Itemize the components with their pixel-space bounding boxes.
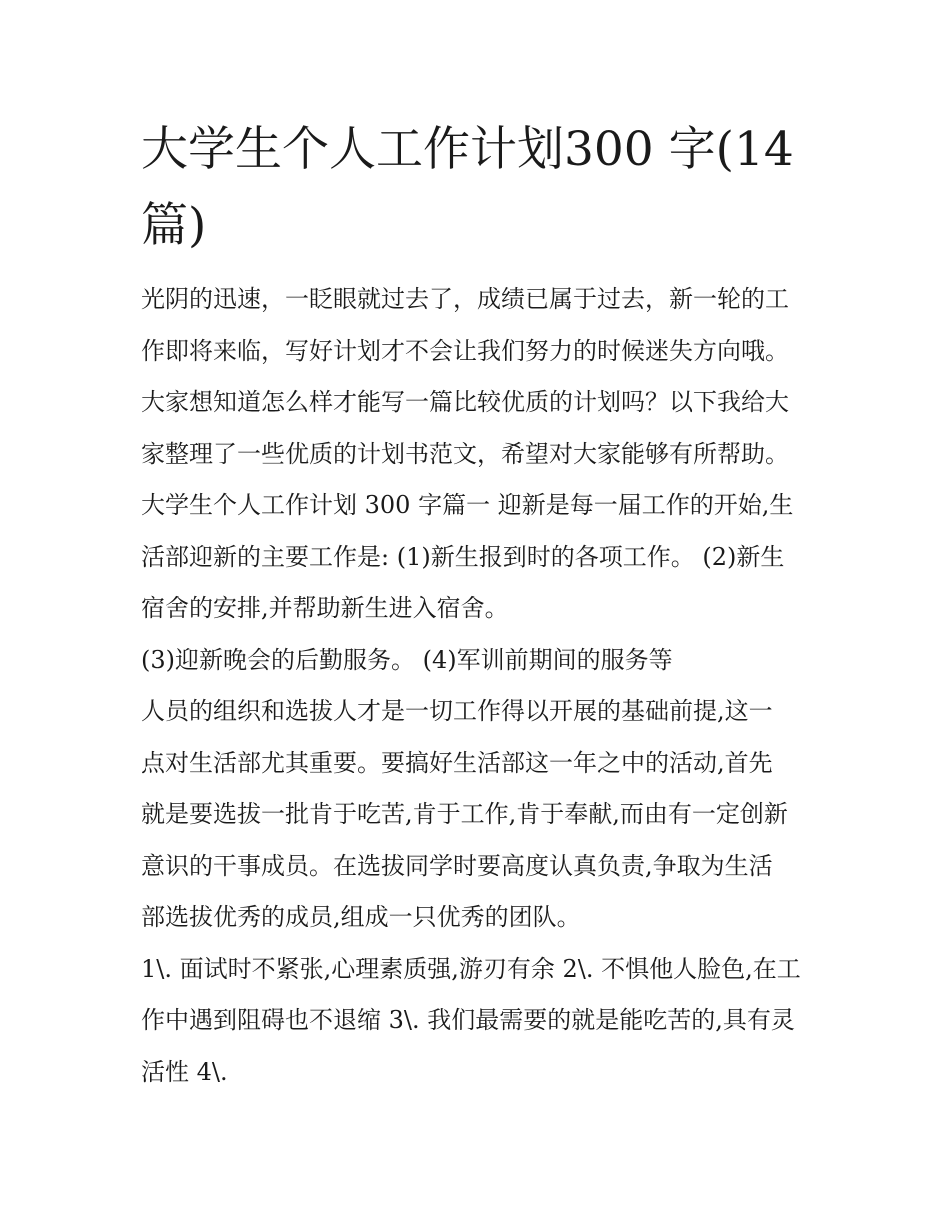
- body-line: (3)迎新晚会的后勤服务。 (4)军训前期间的服务等: [141, 645, 673, 674]
- body-line: 就是要选拔一批肯于吃苦,肯于工作,肯于奉献,而由有一定创新: [141, 800, 788, 828]
- body-line: 1\. 面试时不紧张,心理素质强,游刃有余 2\. 不惧他人脸色,在工: [141, 954, 801, 983]
- title-line-1: 大学生个人工作计划300 字(14: [141, 122, 794, 177]
- title-line-2: 篇): [141, 198, 207, 253]
- body-line: 活部迎新的主要工作是: (1)新生报到时的各项工作。 (2)新生: [141, 542, 785, 571]
- body-line: 部选拔优秀的成员,组成一只优秀的团队。: [141, 903, 581, 931]
- document-title: [141, 112, 821, 264]
- body-line: 大家想知道怎么样才能写一篇比较优质的计划吗？以下我给大: [141, 388, 789, 416]
- body-line: 家整理了一些优质的计划书范文，希望对大家能够有所帮助。: [141, 439, 789, 468]
- body-line: 宿舍的安排,并帮助新生进入宿舍。: [141, 594, 509, 622]
- body-line: 作即将来临，写好计划才不会让我们努力的时候迷失方向哦。: [141, 336, 789, 365]
- body-line: 作中遇到阻碍也不退缩 3\. 我们最需要的就是能吃苦的,具有灵: [141, 1006, 795, 1034]
- body-line: 光阴的迅速，一眨眼就过去了，成绩已属于过去，新一轮的工: [141, 285, 789, 313]
- body-line: 大学生个人工作计划 300 字篇一 迎新是每一届工作的开始,生: [141, 491, 794, 519]
- body-line: 点对生活部尤其重要。要搞好生活部这一年之中的活动,首先: [141, 748, 773, 777]
- body-line: 活性 4\.: [141, 1057, 228, 1086]
- body-line: 意识的干事成员。在选拔同学时要高度认真负责,争取为生活: [141, 851, 773, 880]
- body-line: 人员的组织和选拔人才是一切工作得以开展的基础前提,这一: [141, 697, 773, 725]
- document-body: [141, 274, 821, 1098]
